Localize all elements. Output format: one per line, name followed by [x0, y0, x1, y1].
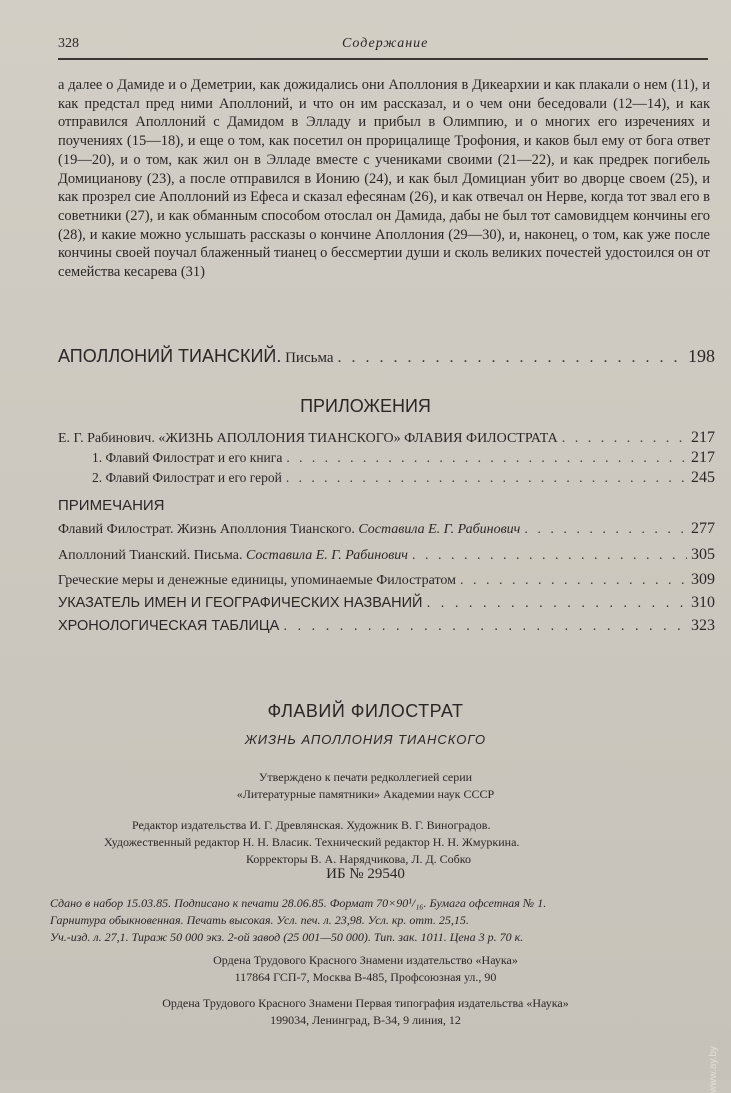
toc-entry-rabinovich[interactable] [58, 429, 715, 447]
approval-line-2: «Литературные памятники» Академии наук СССР [236, 787, 495, 801]
toc-entry-notes-letters[interactable] [58, 546, 715, 564]
running-header [58, 36, 708, 60]
running-title: Содержание [342, 36, 429, 51]
toc-entry-index[interactable] [58, 594, 715, 612]
toc-page-rab-sub2: 245 [691, 469, 715, 486]
toc-page-index: 310 [691, 594, 715, 611]
toc-entry-chronology[interactable] [58, 617, 715, 635]
dot-leader [338, 349, 685, 367]
chapter-summary: а далее о Дамиде и о Деметрии, как дожидались они Аполлония в Дикеархии и как плакали о нем (11), и как предстал пред ними Аполлоний, и что он им рассказал, и о чем они беседовали (12—14), и как отправился Аполлоний с Дамидом в Элладу и прибыл в Олимпию, и о многих его изречениях и поучениях (15—18), и еще о том, как посетил он прорицалище Трофония, и каков был ему от бога ответ (19—20), и о том, как жил он в Элладе вместе с учениками своими (21—22), и как предрек погибель Домицианову (23), а после отправился в Ионию (24), и как был Домициан убит во дворце своем (25), и как прозрел сие Аполлоний из Ефеса и сказал ефесянам (26), и как отвечал он Нерве, когда тот звал его в советники (27), и как обманным способом отослал он Дамида, дабы не был тот самовидцем кончины его (28), и какие можно услышать рассказы о кончине Аполлония (29—30), и, наконец, о том, как уже после кончины своей поучал блаженный тианец о бессмертии души и сколь великих почестей удостоился он от семейства кесарева (31) [58, 77, 710, 281]
toc-page-rab-sub1: 217 [691, 449, 715, 466]
toc-label-rab-sub2: 2. Флавий Филострат и его герой [92, 470, 282, 485]
toc-page-notes-letters: 305 [691, 546, 715, 563]
toc-label-rab-sub1: 1. Флавий Филострат и его книга [92, 450, 283, 465]
printer-line-1: Ордена Трудового Красного Знамени Первая типография издательства «Наука» [162, 996, 569, 1010]
dot-leader [426, 595, 687, 611]
dot-leader [562, 431, 687, 447]
dot-leader [286, 450, 687, 466]
toc-label-letters: АПОЛЛОНИЙ ТИАНСКИЙ. Письма [58, 346, 334, 366]
publisher-line-2: 117864 ГСП-7, Москва В-485, Профсоюзная ул., 90 [234, 970, 497, 984]
toc-page-notes-life: 277 [691, 520, 715, 537]
editor-line: Редактор издательства И. Г. Древлянская. Художник В. Г. Виноградов. [132, 818, 491, 832]
dot-leader [412, 548, 687, 564]
toc-entry-letters[interactable] [58, 346, 715, 367]
publisher-line-1: Ордена Трудового Красного Знамени издательство «Наука» [213, 953, 518, 967]
toc-page-letters: 198 [688, 346, 715, 366]
watermark: www.ay.by [708, 1046, 719, 1093]
colophon-book-title: ЖИЗНЬ АПОЛЛОНИЯ ТИАНСКОГО [244, 732, 487, 747]
print-line-1: Сдано в набор 15.03.85. Подписано к печати 28.06.85. Формат 70×90¹/₁₆. Бумага офсетная № 1. [50, 896, 547, 910]
toc-entry-notes-life[interactable] [58, 520, 715, 538]
colophon-author: ФЛАВИЙ ФИЛОСТРАТ [267, 701, 464, 721]
page-number: 328 [58, 36, 79, 51]
toc-entry-rab-sub1[interactable] [92, 449, 715, 467]
toc-entry-measures[interactable] [58, 571, 715, 589]
approval-line-1: Утверждено к печати редколлегией серии [258, 770, 473, 784]
toc-page-measures: 309 [691, 571, 715, 588]
toc-label-measures: Греческие меры и денежные единицы, упоминаемые Филостратом [58, 573, 456, 588]
toc-entry-rab-sub2[interactable] [92, 469, 715, 487]
proofreaders-line: Корректоры В. А. Нарядчикова, Л. Д. Собко [246, 852, 472, 866]
toc-label-index: УКАЗАТЕЛЬ ИМЕН И ГЕОГРАФИЧЕСКИХ НАЗВАНИЙ [58, 595, 423, 611]
dot-leader [460, 573, 687, 589]
dot-leader [283, 618, 687, 634]
dot-leader [524, 522, 687, 538]
dot-leader [286, 470, 687, 486]
ib-number: ИБ № 29540 [326, 866, 405, 882]
print-line-3: Уч.-изд. л. 27,1. Тираж 50 000 экз. 2-ой завод (25 001—50 000). Тип. зак. 1011. Цена 3 р. 70 к. [50, 930, 524, 944]
print-line-2: Гарнитура обыкновенная. Печать высокая. Усл. печ. л. 23,98. Усл. кр. отт. 25,15. [50, 913, 469, 927]
art-editor-line: Художественный редактор Н. Н. Власик. Технический редактор Н. Н. Жмуркина. [104, 835, 520, 849]
toc-label-notes-letters: Аполлоний Тианский. Письма. Составила Е. Г. Рабинович [58, 548, 408, 563]
notes-heading: ПРИМЕЧАНИЯ [58, 497, 165, 514]
printer-line-2: 199034, Ленинград, В-34, 9 линия, 12 [270, 1013, 461, 1027]
toc-label-rabinovich: Е. Г. Рабинович. «ЖИЗНЬ АПОЛЛОНИЯ ТИАНСКОГО» ФЛАВИЯ ФИЛОСТРАТА [58, 431, 558, 446]
appendix-heading: ПРИЛОЖЕНИЯ [300, 396, 431, 416]
toc-label-notes-life: Флавий Филострат. Жизнь Аполлония Тианского. Составила Е. Г. Рабинович [58, 522, 521, 537]
toc-page-rabinovich: 217 [691, 429, 715, 446]
toc-page-chronology: 323 [691, 617, 715, 634]
toc-label-chronology: ХРОНОЛОГИЧЕСКАЯ ТАБЛИЦА [58, 618, 280, 634]
